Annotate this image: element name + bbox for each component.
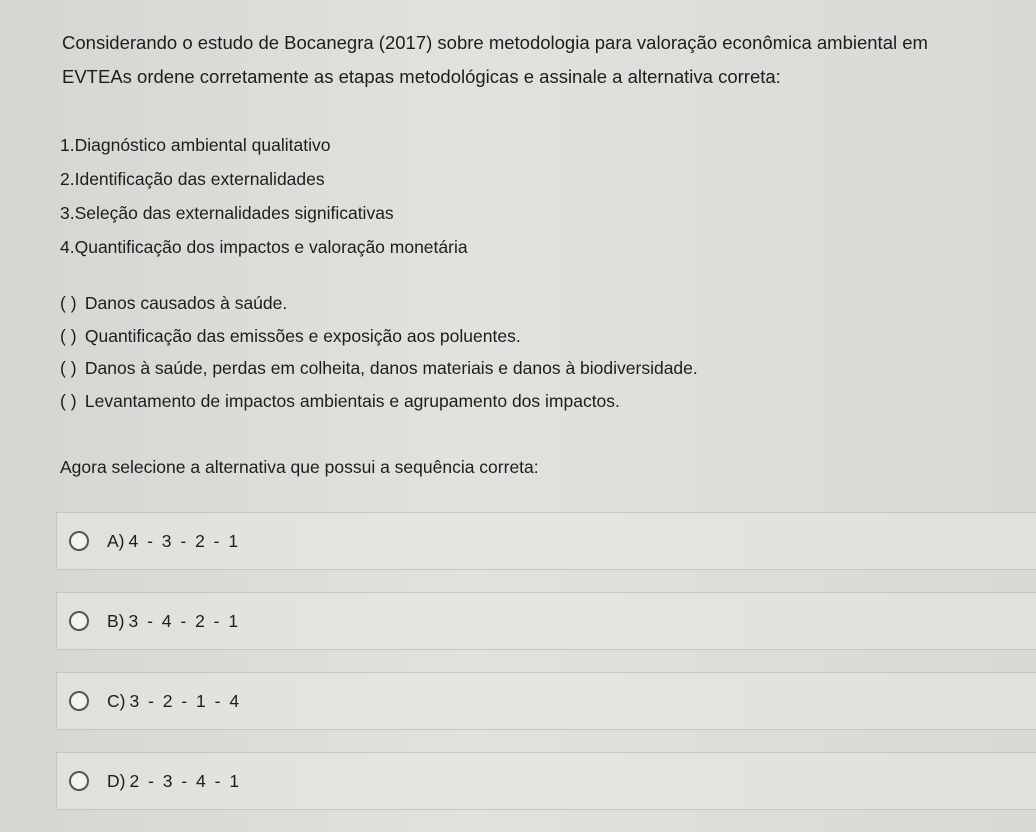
- radio-button-icon[interactable]: [69, 691, 89, 711]
- option-letter: B): [107, 610, 125, 631]
- radio-button-icon[interactable]: [69, 611, 89, 631]
- question-line-1: Considerando o estudo de Bocanegra (2017) sobre metodologia para valoração econômica ambiental em: [62, 32, 928, 53]
- steps-list: [60, 128, 468, 264]
- blank-text: Levantamento de impactos ambientais e agrupamento dos impactos.: [84, 390, 620, 411]
- blank-text: Danos à saúde, perdas em colheita, danos materiais e danos à biodiversidade.: [84, 358, 698, 378]
- question-text: [62, 26, 1012, 94]
- option-text: 4 - 3 - 2 - 1: [128, 530, 241, 551]
- question-line-2: EVTEAs ordene corretamente as etapas metodológicas e assinale a alternativa correta:: [62, 66, 781, 87]
- option-a[interactable]: [56, 512, 1036, 570]
- blank-parenthesis: ( ): [60, 293, 77, 313]
- option-text: 3 - 4 - 2 - 1: [128, 610, 241, 631]
- step-item-1: 1.Diagnóstico ambiental qualitativo: [60, 135, 331, 155]
- blank-text: Danos causados à saúde.: [84, 293, 288, 313]
- blank-parenthesis: ( ): [60, 325, 77, 346]
- radio-button-icon[interactable]: [69, 771, 89, 791]
- blank-item-4: [60, 385, 698, 418]
- blanks-list: [60, 287, 698, 417]
- blank-item-3: [60, 352, 698, 385]
- option-letter: C): [107, 690, 126, 711]
- option-b[interactable]: [56, 592, 1036, 650]
- blank-text: Quantificação das emissões e exposição aos poluentes.: [84, 325, 521, 346]
- option-letter: A): [107, 530, 125, 551]
- option-c[interactable]: [56, 672, 1036, 730]
- answer-options: [56, 512, 1036, 832]
- option-letter: D): [107, 770, 126, 791]
- step-item-4: 4.Quantificação dos impactos e valoração monetária: [60, 237, 468, 257]
- option-text: 3 - 2 - 1 - 4: [129, 690, 242, 711]
- blank-item-2: [60, 320, 698, 353]
- blank-parenthesis: ( ): [60, 390, 77, 411]
- step-item-3: 3.Seleção das externalidades significativas: [60, 203, 394, 223]
- selection-prompt: Agora selecione a alternativa que possui a sequência correta:: [60, 457, 539, 477]
- radio-button-icon[interactable]: [69, 531, 89, 551]
- option-text: 2 - 3 - 4 - 1: [129, 770, 242, 791]
- option-d[interactable]: [56, 752, 1036, 810]
- blank-item-1: [60, 287, 698, 320]
- blank-parenthesis: ( ): [60, 358, 77, 378]
- step-item-2: 2.Identificação das externalidades: [60, 169, 325, 189]
